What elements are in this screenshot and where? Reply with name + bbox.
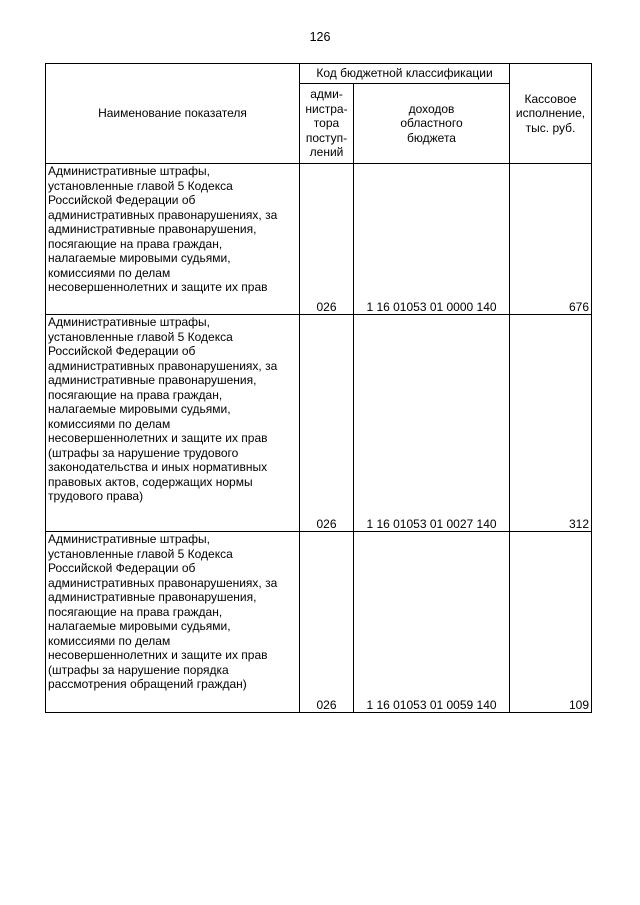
table-row — [46, 532, 592, 713]
row-amount: 312 — [510, 315, 592, 532]
row-admin-code: 026 — [300, 164, 354, 315]
header-execution: Кассовое исполнение, тыс. руб. — [510, 64, 592, 164]
row-income-code: 1 16 01053 01 0059 140 — [354, 532, 510, 713]
header-classification-group: Код бюджетной классификации — [300, 64, 510, 84]
row-amount: 676 — [510, 164, 592, 315]
table-row — [46, 164, 592, 315]
page-number: 126 — [309, 30, 331, 44]
row-name: Административные штрафы, установленные главой 5 Кодекса Российской Федерации об административных правонарушениях, за административные правонарушения, посягающие на права граждан, налагаемые мировыми судьями, комиссиями по делам несовершеннолетних и защите их прав — [46, 164, 300, 315]
table-row — [46, 315, 592, 532]
header-name: Наименование показателя — [46, 64, 300, 164]
row-amount: 109 — [510, 532, 592, 713]
budget-table — [45, 63, 592, 713]
row-name: Административные штрафы, установленные главой 5 Кодекса Российской Федерации об административных правонарушениях, за административные правонарушения, посягающие на права граждан, налагаемые мировыми судьями, комиссиями по делам несовершеннолетних и защите их прав (штрафы за нарушение трудового законодательства и иных нормативных правовых актов, содержащих нормы трудового права) — [46, 315, 300, 532]
header-admin: адми- нистра- тора поступ- лений — [300, 84, 354, 164]
row-name: Административные штрафы, установленные главой 5 Кодекса Российской Федерации об административных правонарушениях, за административные правонарушения, посягающие на права граждан, налагаемые мировыми судьями, комиссиями по делам несовершеннолетних и защите их прав (штрафы за нарушение порядка рассмотрения обращений граждан) — [46, 532, 300, 713]
row-income-code: 1 16 01053 01 0027 140 — [354, 315, 510, 532]
header-income: доходов областного бюджета — [354, 84, 510, 164]
row-admin-code: 026 — [300, 532, 354, 713]
row-admin-code: 026 — [300, 315, 354, 532]
row-income-code: 1 16 01053 01 0000 140 — [354, 164, 510, 315]
